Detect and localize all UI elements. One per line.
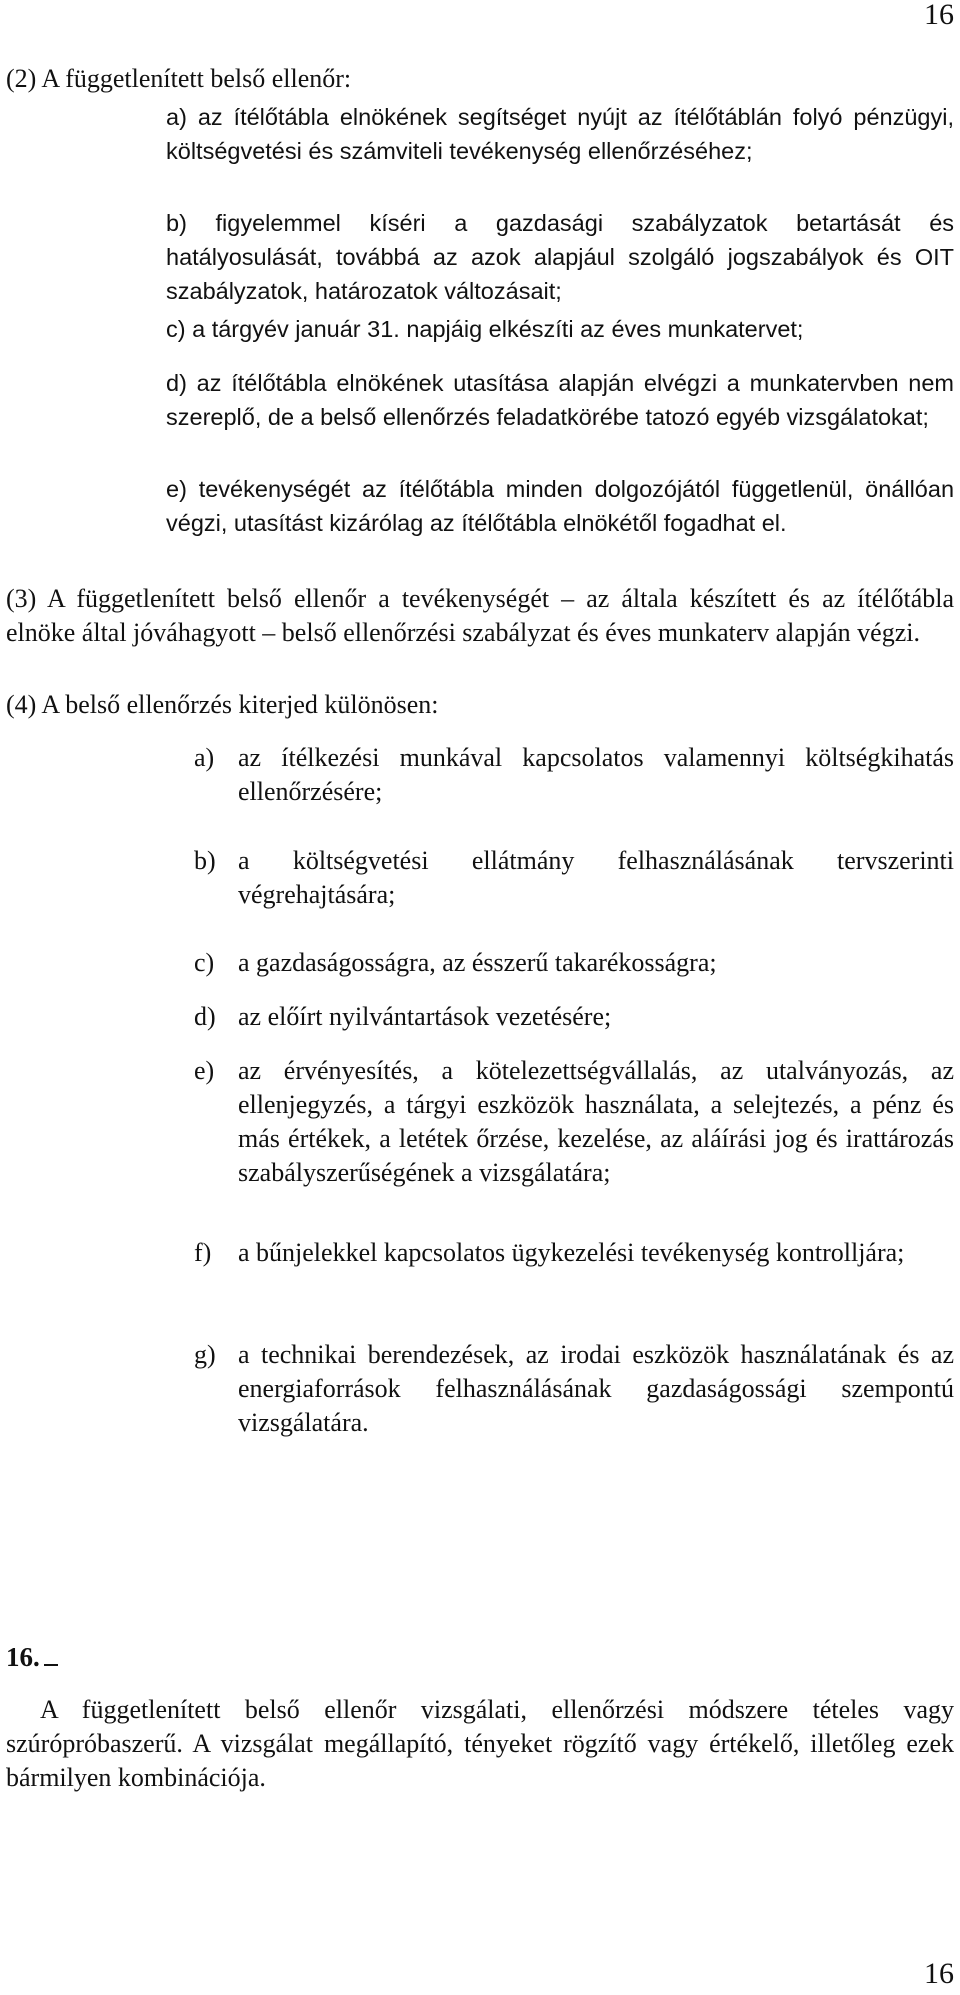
paragraph-2-intro: (2) A függetlenített belső ellenőr:: [6, 64, 352, 93]
list-item: [194, 1054, 954, 1190]
list-item: [194, 946, 954, 980]
list-item-text: figyelemmel kíséri a gazdasági szabályzatok betartását és hatályosulását, továbbá az azok alapjául szolgáló jogszabályok és OIT szabályzatok, határozatok változásait;: [166, 210, 955, 304]
section-number: 16.: [6, 1640, 58, 1674]
list-item-text: az érvényesítés, a kötelezettségvállalás, az utalványozás, az ellenjegyzés, a tárgyi eszközök használata, a selejtezés, a pénz és más értékek, a letétek őrzése, kezelése, az aláírási jog és irattározás szabályszerűségének a vizsgálatára;: [238, 1056, 954, 1187]
list-item-label: b): [166, 210, 187, 236]
list-item: [194, 741, 954, 809]
list-item-text: a bűnjelekkel kapcsolatos ügykezelési tevékenység kontrolljára;: [238, 1238, 905, 1267]
list-item: [166, 366, 954, 434]
list-item-label: a): [166, 104, 187, 130]
list-item-label: c): [194, 948, 215, 977]
list-item-text: a tárgyév január 31. napjáig elkészíti az éves munkatervet;: [192, 316, 804, 342]
paragraph-3: (3) A függetlenített belső ellenőr a tevékenységét – az általa készített és az ítélőtábla elnöke által jóváhagyott – belső ellenőrzési szabályzat és éves munkaterv alapján végzi.: [6, 584, 954, 647]
list-item-text: az ítélkezési munkával kapcsolatos valamennyi költségkihatás ellenőrzésére;: [238, 743, 954, 806]
list-item-text: a technikai berendezések, az irodai eszközök használatának és az energiaforrások felhasználásának gazdaságossági szempontú vizsgálatára.: [238, 1340, 954, 1437]
list-item: [194, 1338, 954, 1440]
list-item: [166, 472, 954, 540]
list-item-label: b): [194, 846, 216, 875]
list-item-text: az előírt nyilvántartások vezetésére;: [238, 1002, 612, 1031]
section-16-text: A függetlenített belső ellenőr vizsgálati, ellenőrzési módszere tételes vagy szúrópróbaszerű. A vizsgálat megállapító, tényeket rögzítő vagy értékelő, illetőleg ezek bármilyen kombinációja.: [6, 1695, 954, 1792]
list-item-label: f): [194, 1238, 212, 1267]
list-item-label: e): [194, 1056, 215, 1085]
list-item-text: az ítélőtábla elnökének segítséget nyújt az ítélőtáblán folyó pénzügyi, költségvetési és számviteli tevékenység ellenőrzéséhez;: [166, 104, 955, 164]
list-item-label: e): [166, 476, 187, 502]
list-item: [194, 1000, 954, 1034]
paragraph-4-intro: (4) A belső ellenőrzés kiterjed különösen:: [6, 690, 439, 719]
list-item: [166, 100, 954, 168]
list-item-label: d): [166, 370, 187, 396]
list-item-text: tevékenységét az ítélőtábla minden dolgozójától függetlenül, önállóan végzi, utasítást kizárólag az ítélőtábla elnökétől fogadhat el.: [166, 476, 955, 536]
list-item-text: a költségvetési ellátmány felhasználásának tervszerinti végrehajtására;: [238, 846, 954, 909]
list-item-label: g): [194, 1340, 216, 1369]
list-item-label: d): [194, 1002, 216, 1031]
section-underline: [44, 1664, 58, 1666]
page-number-top: 16: [924, 0, 954, 31]
list-item-text: a gazdaságosságra, az ésszerű takarékosságra;: [238, 948, 717, 977]
list-item-label: a): [194, 743, 215, 772]
list-item-text: az ítélőtábla elnökének utasítása alapján elvégzi a munkatervben nem szereplő, de a belső ellenőrzés feladatkörébe tatozó egyéb vizsgálatokat;: [166, 370, 954, 430]
list-item: [194, 1236, 954, 1270]
list-item: [166, 206, 954, 308]
page-number-bottom: 16: [924, 1957, 954, 1990]
list-item-label: c): [166, 316, 186, 342]
list-item: [166, 312, 954, 346]
list-item: [194, 844, 954, 912]
